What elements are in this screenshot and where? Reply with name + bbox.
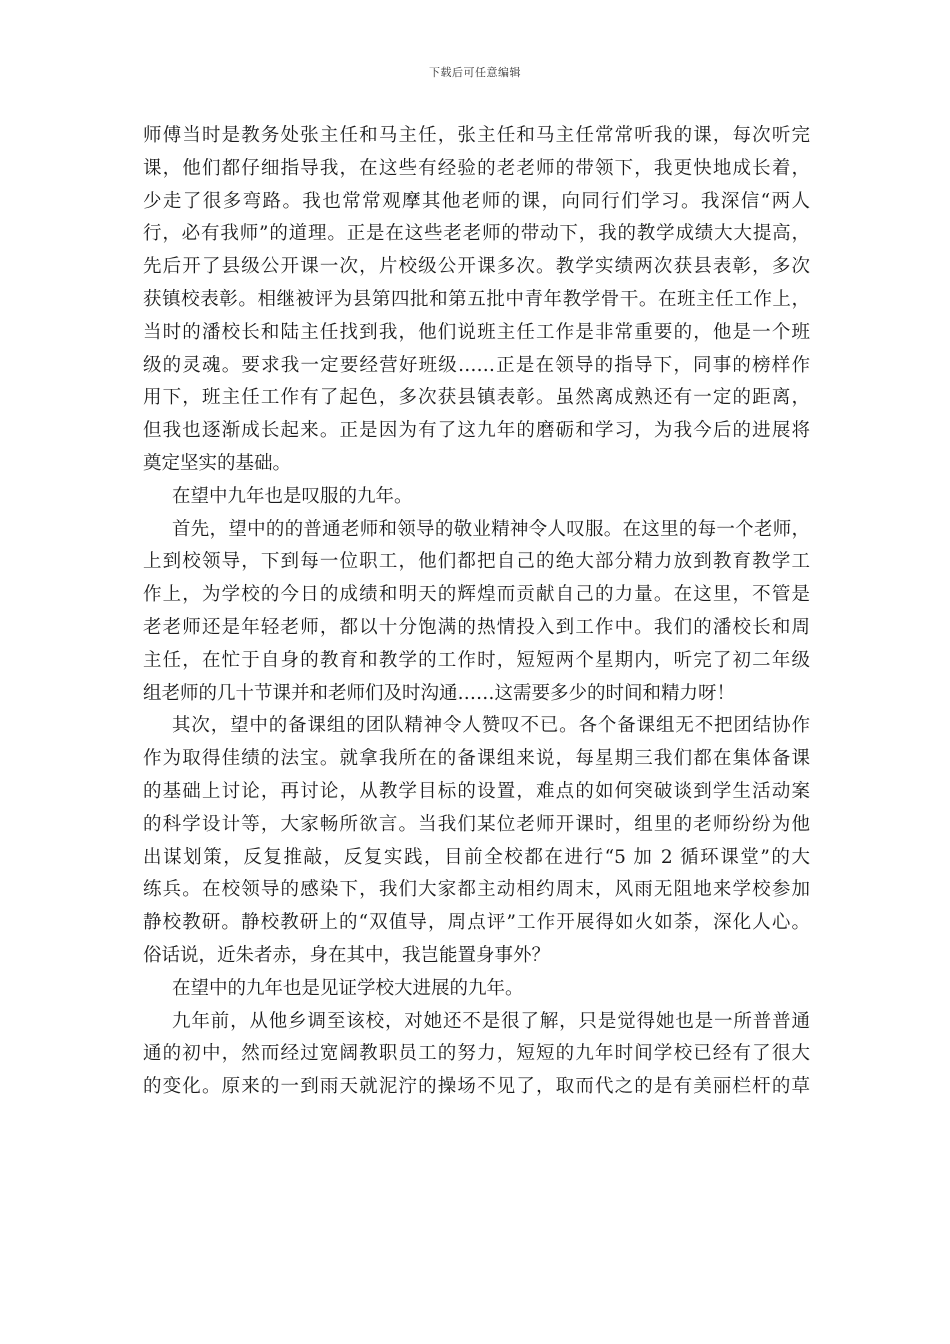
text-line: 师傅当时是教务处张主任和马主任，张主任和马主任常常听我的课，每次听完 (143, 125, 810, 146)
text-line: 在望中的九年也是见证学校大进展的九年。 (172, 977, 524, 999)
text-line: 作为取得佳绩的法宝。就拿我所在的备课组来说，每星期三我们都在集体备课 (143, 748, 810, 770)
text-line: 少走了很多弯路。我也常常观摩其他老师的课，向同行们学习。我深信“两人 (143, 190, 810, 212)
text-line: 俗话说，近朱者赤，身在其中，我岂能置身事外？ (143, 944, 551, 966)
text-line: 出谋划策，反复推敲，反复实践，目前全校都在进行“5 加 2 循环课堂”的大 (143, 846, 810, 868)
text-line: 课，他们都仔细指导我，在这些有经验的老老师的带领下，我更快地成长着， (143, 157, 810, 179)
text-line: 当时的潘校长和陆主任找到我，他们说班主任工作是非常重要的，他是一个班 (143, 321, 810, 343)
text-line: 行，必有我师”的道理。正是在这些老老师的带动下，我的教学成绩大大提高， (143, 223, 810, 245)
text-line: 首先，望中的的普通老师和领导的敬业精神令人叹服。在这里的每一个老师， (172, 518, 810, 540)
text-line: 先后开了县级公开课一次，片校级公开课多次。教学实绩两次获县表彰，多次 (143, 256, 810, 278)
text-line: 上到校领导，下到每一位职工，他们都把自己的绝大部分精力放到教育教学工 (143, 551, 810, 573)
text-line: 组老师的几十节课并和老师们及时沟通……这需要多少的时间和精力呀！ (143, 682, 736, 704)
text-line: 的基础上讨论，再讨论，从教学目标的设置，难点的如何突破谈到学生活动案 (143, 780, 810, 802)
page-header: 下载后可任意编辑 (429, 66, 521, 79)
text-line: 主任，在忙于自身的教育和教学的工作时，短短两个星期内，听完了初二年级 (143, 649, 810, 671)
text-line: 通的初中，然而经过宽阔教职员工的努力，短短的九年时间学校已经有了很大 (143, 1043, 810, 1065)
text-line: 作上，为学校的今日的成绩和明天的辉煌而贡献自己的力量。在这里，不管是 (143, 584, 810, 606)
text-line: 的科学设计等，大家畅所欲言。当我们某位老师开课时，组里的老师纷纷为他 (143, 813, 810, 835)
text-line: 奠定坚实的基础。 (143, 452, 292, 474)
text-line: 老老师还是年轻老师，都以十分饱满的热情投入到工作中。我们的潘校长和周 (143, 616, 810, 638)
text-line: 其次，望中的备课组的团队精神令人赞叹不已。各个备课组无不把团结协作 (172, 715, 810, 737)
text-line: 的变化。原来的一到雨天就泥泞的操场不见了，取而代之的是有美丽栏杆的草 (143, 1076, 810, 1098)
text-line: 用下，班主任工作有了起色，多次获县镇表彰。虽然离成熟还有一定的距离， (143, 387, 810, 409)
text-line: 但我也逐渐成长起来。正是因为有了这九年的磨砺和学习，为我今后的进展将 (143, 420, 810, 442)
text-line: 获镇校表彰。相继被评为县第四批和第五批中青年教学骨干。在班主任工作上， (143, 288, 810, 310)
text-line: 级的灵魂。要求我一定要经营好班级……正是在领导的指导下，同事的榜样作 (143, 354, 810, 376)
text-line: 静校教研。静校教研上的“双值导，周点评”工作开展得如火如荼，深化人心。 (143, 912, 810, 934)
text-line: 在望中九年也是叹服的九年。 (172, 485, 413, 507)
document-body (143, 120, 810, 1104)
text-line: 九年前，从他乡调至该校，对她还不是很了解，只是觉得她也是一所普普通 (172, 1010, 810, 1032)
text-line: 练兵。在校领导的感染下，我们大家都主动相约周末，风雨无阻地来学校参加 (143, 879, 810, 901)
